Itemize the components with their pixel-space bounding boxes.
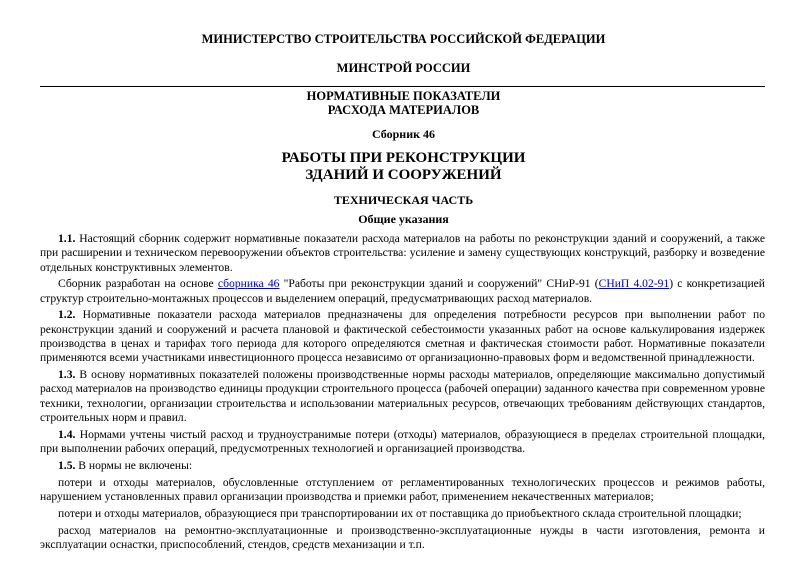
- paragraph-exclusion-2: потери и отходы материалов, образующиеся при транспортировании их от поставщика до приобъектного склада строительной площадки;: [58, 506, 742, 520]
- ministry-header: МИНИСТЕРСТВО СТРОИТЕЛЬСТВА РОССИЙСКОЙ ФЕДЕРАЦИИ: [201, 32, 606, 46]
- document-title-line: РАСХОДА МАТЕРИАЛОВ: [327, 103, 480, 117]
- paragraph-text: ) с конкретизацией структур строительно-монтажных процессов и выделением операций, предусматривающих расход материалов.: [40, 277, 765, 305]
- paragraph-text: Сборник разработан на основе: [58, 277, 218, 291]
- document-body: [40, 232, 765, 555]
- paragraph-1-5: [40, 459, 765, 473]
- subsection-title: Общие указания: [358, 212, 449, 226]
- clause-number: 1.3.: [58, 368, 76, 382]
- paragraph-1-3: [40, 368, 765, 425]
- document-title: [0, 89, 807, 117]
- paragraph-1-2: [40, 308, 765, 365]
- snip-link[interactable]: СНиП 4.02-91: [598, 277, 670, 291]
- paragraph-exclusion-3: расход материалов на ремонтно-эксплуатационные и производственно-эксплуатационные нужды в части изготовления, ремонта и эксплуатации оснастки, приспособлений, стендов, средств механизации и т.п.: [40, 523, 765, 551]
- main-title: [0, 150, 807, 184]
- main-title-line: РАБОТЫ ПРИ РЕКОНСТРУКЦИИ: [281, 150, 526, 166]
- paragraph-text: Настоящий сборник содержит нормативные показатели расхода материалов на работы по реконструкции зданий и сооружений, а также при расширении и техническом перевооружении объектов строительства: усиление и замену существующих конструкций, разборку и возведение отдельных конструктивных элементов.: [40, 232, 765, 274]
- header-divider: [40, 86, 765, 87]
- paragraph-basis: [40, 277, 765, 306]
- paragraph-1-4: [40, 428, 765, 457]
- collection-46-link[interactable]: сборника 46: [217, 277, 280, 291]
- clause-number: 1.5.: [58, 458, 76, 472]
- paragraph-text: Нормами учтены чистый расход и трудноустранимые потери (отходы) материалов, образующиеся в пределах строительной площадки, при выполнении рабочих операций, предусмотренных технологией и организацией производства.: [40, 427, 765, 456]
- collection-number: Сборник 46: [371, 127, 436, 141]
- paragraph-text: Нормативные показатели расхода материалов предназначены для определения потребности ресурсов при выполнении работ по реконструкции зданий и сооружений и расчета плановой и фактической себестоимости указанных работ на основе калькулирования издержек производства в ценах и тарифах того периода для которого определяются сметная и фактическая стоимости работ. Нормативные показатели применяются всеми участниками инвестиционного процесса независимо от организационно-правовых форм и ведомственной принадлежности.: [40, 308, 765, 365]
- paragraph-1-1: [40, 232, 765, 275]
- paragraph-text: В основу нормативных показателей положены производственные нормы расходы материалов, определяющие максимально допустимый расход материалов на производство единицы продукции строительного процесса (рабочей операции) заданного качества при современном уровне техники, технологии, организации строительства и использовании материальных ресурсов, отвечающих требованиям действующих стандартов, строительных норм и правил.: [40, 368, 765, 425]
- paragraph-exclusion-1: потери и отходы материалов, обусловленные отступлением от регламентированных технологических процессов и режимов работы, нарушением установленных правил организации производства и приемки работ, применением некачественных материалов;: [40, 475, 765, 504]
- paragraph-text: "Работы при реконструкции зданий и сооружений" СНиР-91 (: [279, 277, 599, 291]
- minstroy-header: МИНСТРОЙ РОССИИ: [336, 61, 471, 75]
- main-title-line: ЗДАНИЙ И СООРУЖЕНИЙ: [305, 167, 502, 183]
- clause-number: 1.2.: [58, 308, 76, 322]
- document-title-line: НОРМАТИВНЫЕ ПОКАЗАТЕЛИ: [306, 89, 501, 103]
- paragraph-text: В нормы не включены:: [75, 458, 193, 472]
- clause-number: 1.1.: [58, 232, 76, 245]
- section-title: ТЕХНИЧЕСКАЯ ЧАСТЬ: [333, 193, 474, 207]
- clause-number: 1.4.: [58, 427, 76, 441]
